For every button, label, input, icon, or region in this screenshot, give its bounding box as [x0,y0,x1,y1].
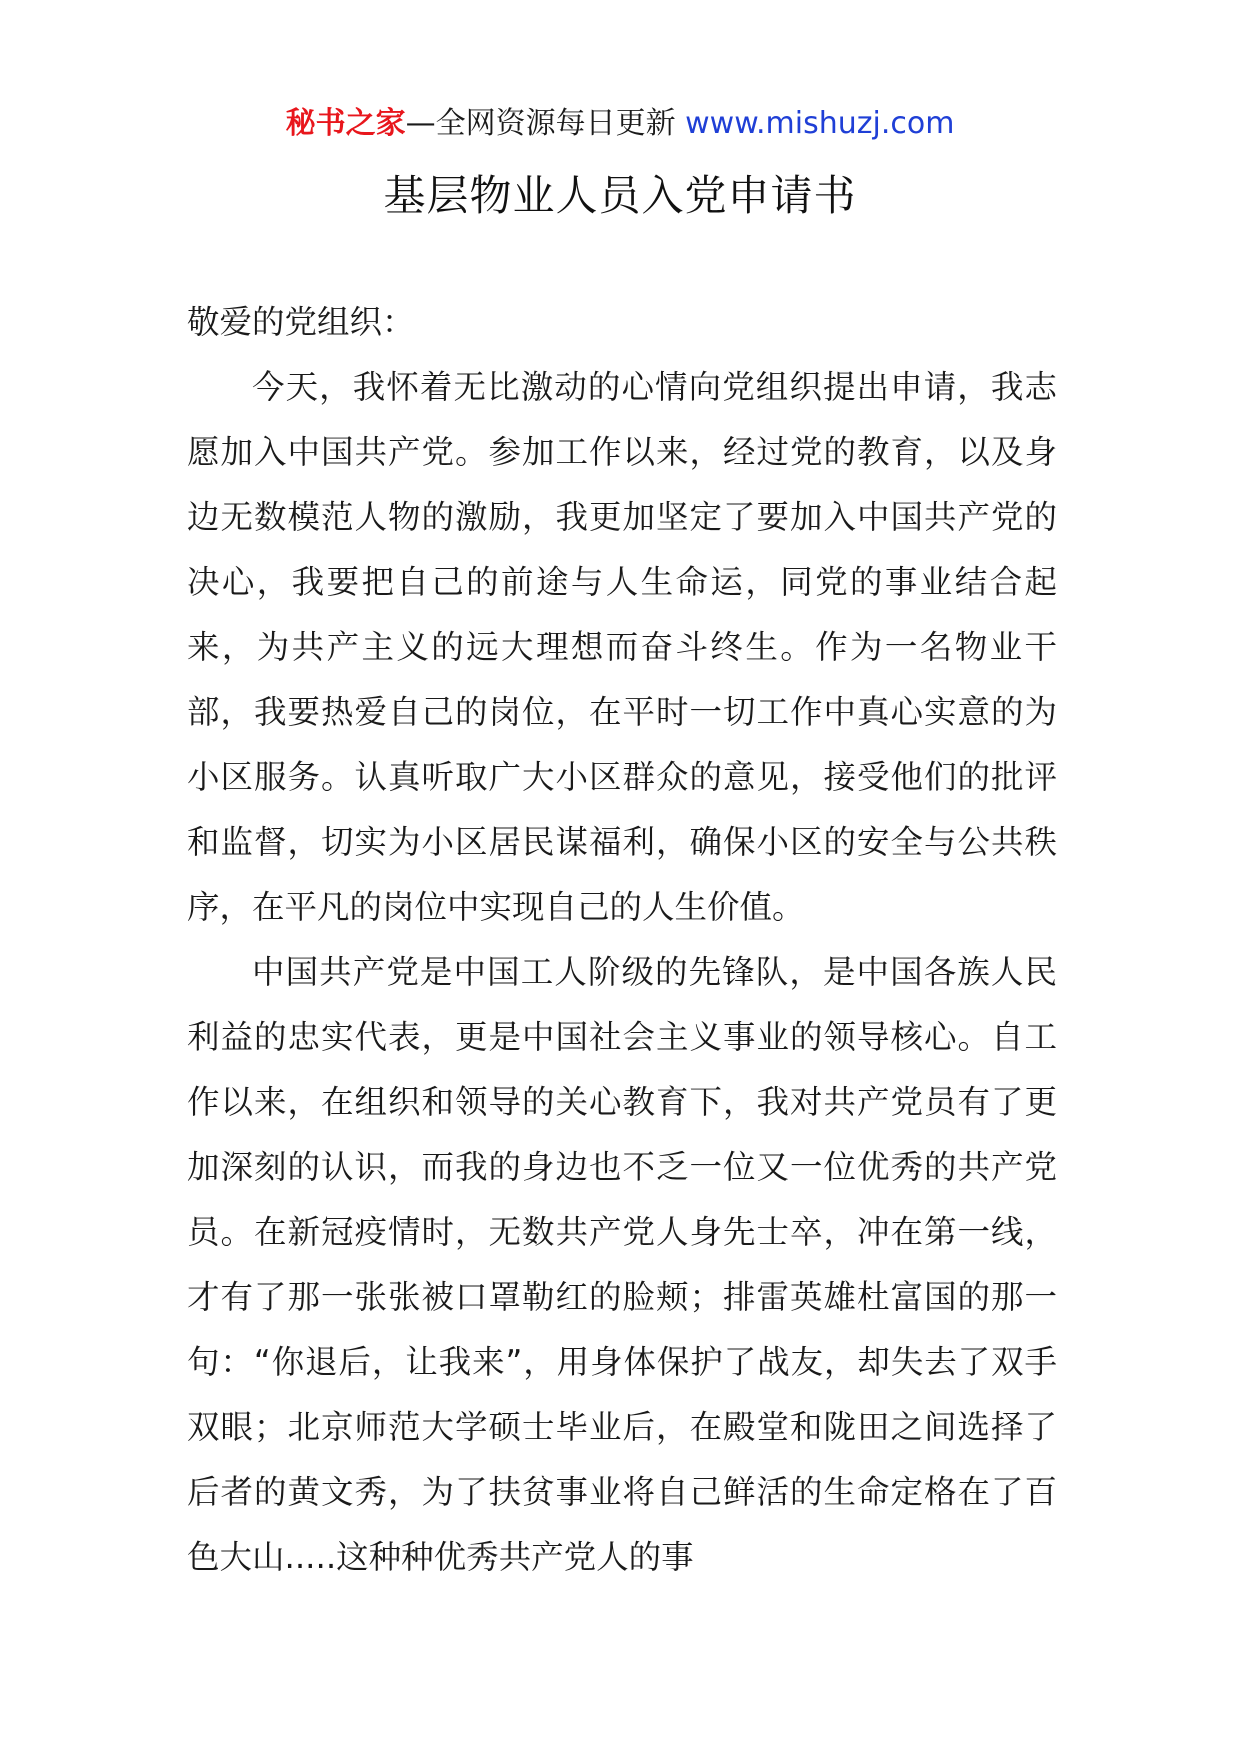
paragraph-1: 今天，我怀着无比激动的心情向党组织提出申请，我志愿加入中国共产党。参加工作以来，经过党的教育，以及身边无数模范人物的激励，我更加坚定了要加入中国共产党的决心，我要把自己的前途与人生命运，同党的事业结合起来，为共产主义的远大理想而奋斗终生。作为一名物业干部，我要热爱自己的岗位，在平时一切工作中真心实意的为小区服务。认真听取广大小区群众的意见，接受他们的批评和监督，切实为小区居民谋福利，确保小区的安全与公共秩序，在平凡的岗位中实现自己的人生价值。 [187,368,1057,926]
document-title: 基层物业人员入党申请书 [383,171,857,220]
site-brand: 秘书之家 [285,106,406,141]
salutation: 敬爱的党组织： [187,303,415,341]
site-url-link[interactable]: www.mishuzj.com [685,106,955,141]
site-header [0,104,1240,144]
document-body [187,290,1057,1590]
paragraph-2: 中国共产党是中国工人阶级的先锋队，是中国各族人民利益的忠实代表，更是中国社会主义事业的领导核心。自工作以来，在组织和领导的关心教育下，我对共产党员有了更加深刻的认识，而我的身边也不乏一位又一位优秀的共产党员。在新冠疫情时，无数共产党人身先士卒，冲在第一线，才有了那一张张被口罩勒红的脸颊；排雷英雄杜富国的那一句：“你退后，让我来”，用身体保护了战友，却失去了双手双眼；北京师范大学硕士毕业后，在殿堂和陇田之间选择了后者的黄文秀，为了扶贫事业将自己鲜活的生命定格在了百色大山.....这种种优秀共产党人的事 [187,953,1057,1576]
site-tagline: —全网资源每日更新 [405,106,686,141]
